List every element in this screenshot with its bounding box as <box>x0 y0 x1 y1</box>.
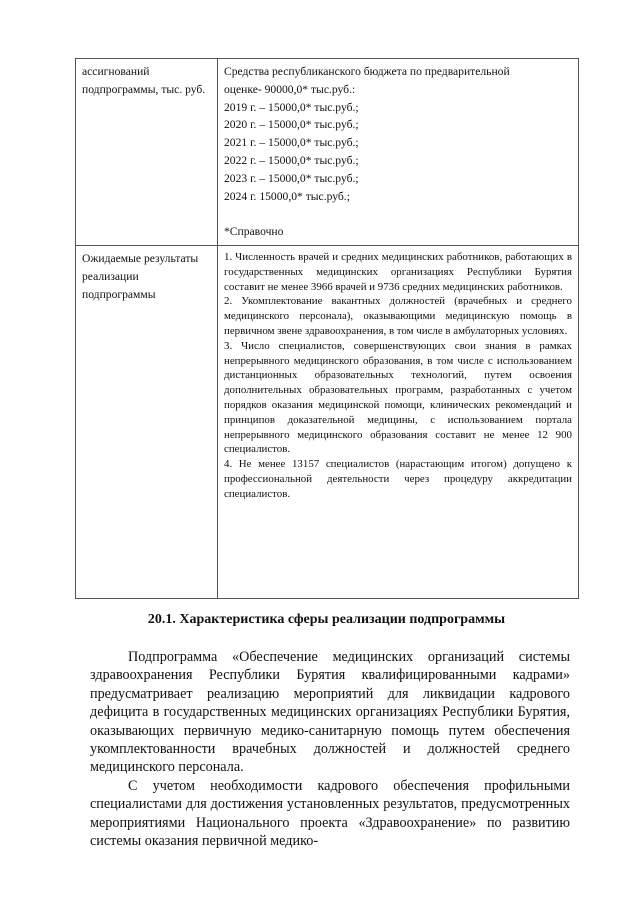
funding-note: *Справочно <box>224 225 284 239</box>
results-label: Ожидаемые результаты реализации подпрограммы <box>76 245 218 598</box>
funding-line: оценке- 90000,0* тыс.руб.: <box>224 82 356 96</box>
result-item: 3. Число специалистов, совершенствующих свои знания в рамках непрерывного медицинского образования, в том числе с использованием дистанционных образовательных технологий, путем освоения дополнительных образовательных программ, разработанных с учетом порядков оказания медицинской помощи, клинических рекомендаций и принципов доказательной медицины, с использованием портала непрерывного медицинского образования составит не менее 12 900 специалистов. <box>224 339 572 456</box>
funding-line: 2020 г. – 15000,0* тыс.руб.; <box>224 118 359 132</box>
section-body <box>90 648 570 850</box>
paragraph: С учетом необходимости кадрового обеспечения профильными специалистами для достижения установленных результатов, предусмотренных мероприятиями Национального проекта «Здравоохранение» по развитию системы оказания первичной медико- <box>90 777 570 850</box>
funding-line: 2019 г. – 15000,0* тыс.руб.; <box>224 100 359 114</box>
section-heading: 20.1. Характеристика сферы реализации подпрограммы <box>147 612 506 627</box>
table-row-funding <box>76 59 579 246</box>
table-row-results <box>76 245 579 598</box>
funding-line: 2022 г. – 15000,0* тыс.руб.; <box>224 153 359 167</box>
funding-line: 2021 г. – 15000,0* тыс.руб.; <box>224 136 359 150</box>
funding-line: 2023 г. – 15000,0* тыс.руб.; <box>224 171 359 185</box>
funding-line-blank <box>224 205 572 223</box>
results-list <box>218 245 579 598</box>
paragraph: Подпрограмма «Обеспечение медицинских организаций системы здравоохранения Республики Бурятия квалифицированными кадрами» предусматривает реализацию мероприятий для ликвидации кадрового дефицита в государственных медицинских организациях Республики Бурятия, оказывающих первичную медико-санитарную помощь путем обеспечения укомплектованности врачебных должностей и должностей среднего медицинского персонала. <box>90 649 570 776</box>
funding-values <box>218 59 579 246</box>
funding-line: Средства республиканского бюджета по предварительной <box>224 65 510 78</box>
result-item: 1. Численность врачей и средних медицинских работников, работающих в государственных медицинских организациях Республики Бурятия составит не менее 3966 врачей и 9736 средних медицинских работников. <box>224 250 572 293</box>
result-item: 4. Не менее 13157 специалистов (нарастающим итогом) допущено к профессиональной деятельности через процедуру аккредитации специалистов. <box>224 458 572 500</box>
passport-table <box>75 58 579 599</box>
funding-label: ассигнований подпрограммы, тыс. руб. <box>76 59 218 246</box>
funding-line: 2024 г. 15000,0* тыс.руб.; <box>224 189 350 203</box>
result-item: 2. Укомплектование вакантных должностей (врачебных и среднего медицинского персонала), оказывающими медицинскую помощь в первичном звене здравоохранения, в том числе в амбулаторных условиях. <box>224 295 572 337</box>
